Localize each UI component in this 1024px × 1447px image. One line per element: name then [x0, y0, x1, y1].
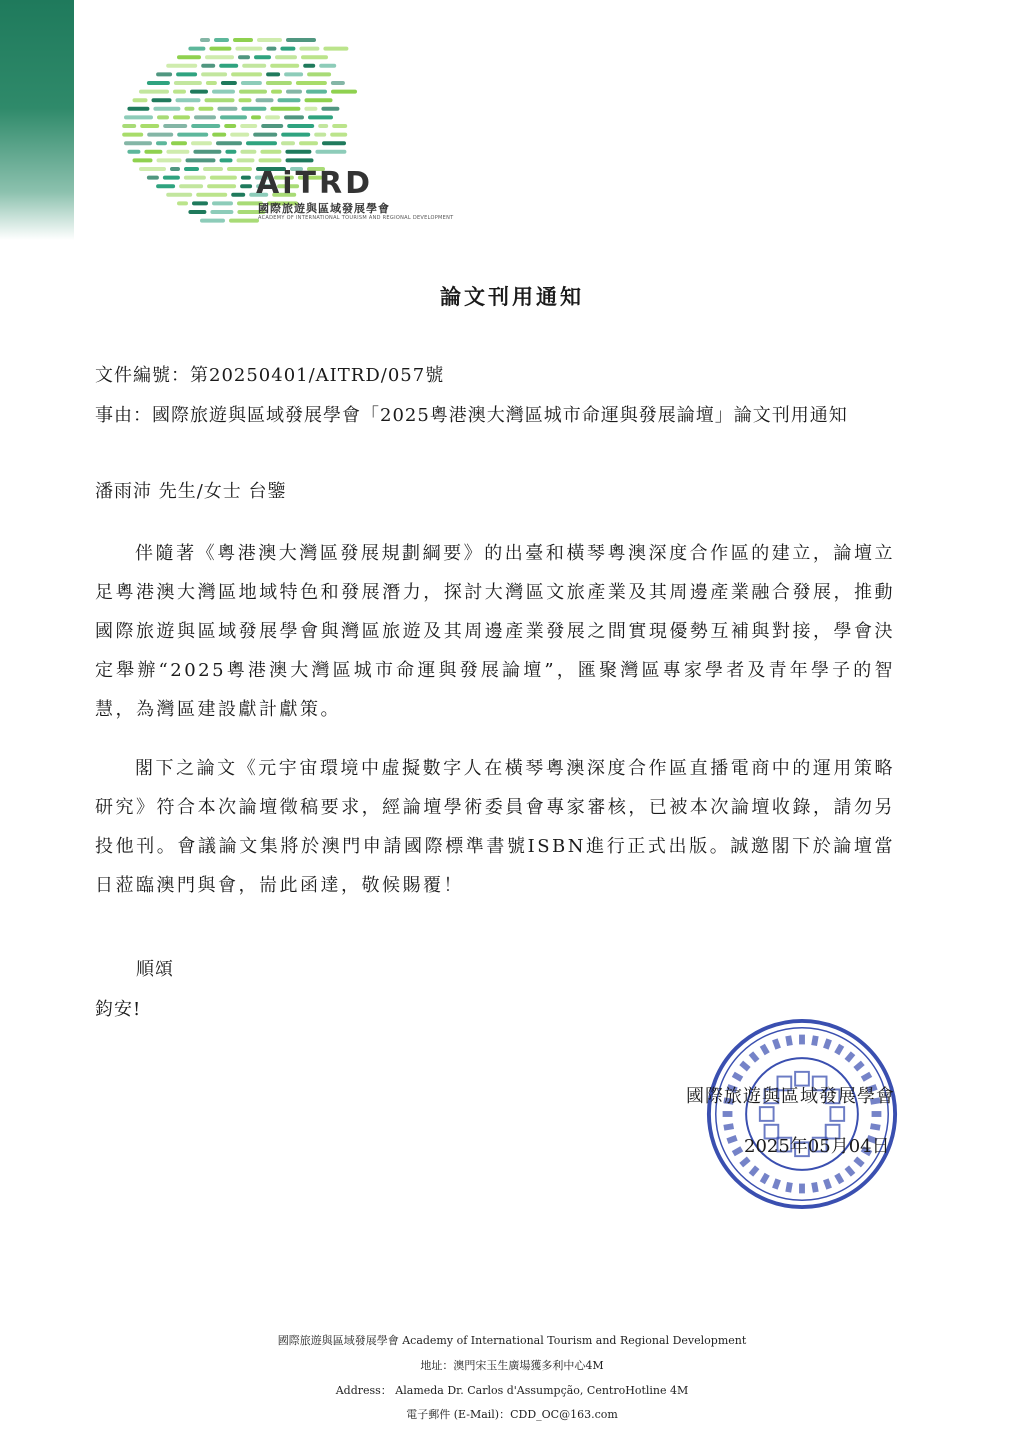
- seal-glyph-mark: [845, 1165, 856, 1176]
- logo-stripe: [177, 133, 208, 137]
- logo-stripe: [217, 107, 237, 111]
- logo-stripe: [200, 38, 210, 42]
- logo-stripe: [275, 55, 297, 59]
- logo-stripe: [173, 90, 186, 94]
- seal-glyph-mark: [739, 1157, 750, 1168]
- seal-glyph-mark: [772, 1038, 781, 1049]
- logo-stripe: [124, 141, 152, 145]
- seal-glyph-mark: [739, 1061, 750, 1072]
- logo-stripe: [166, 150, 189, 154]
- logo-stripe: [219, 64, 238, 68]
- logo-stripe: [221, 81, 237, 85]
- logo-stripe: [322, 141, 346, 145]
- logo-stripe: [163, 124, 187, 128]
- logo-stripe: [157, 158, 182, 162]
- logo-stripe: [238, 55, 250, 59]
- logo-stripe: [278, 98, 301, 102]
- logo-stripe: [124, 115, 153, 119]
- body-paragraph-2: 閣下之論文《元宇宙環境中虛擬數字人在橫琴粵澳深度合作區直播電商中的運用策略研究》符合本次論壇徵稿要求，經論壇學術委員會專家審核，已被本次論壇收錄，請勿另投他刊。會議論文集將於澳門申請國際標準書號ISBN進行正式出版。誠邀閣下於論壇當日蒞臨澳門與會，耑此函達，敬候賜覆！: [95, 758, 895, 896]
- seal-glyph-mark: [749, 1051, 760, 1062]
- logo-stripe: [314, 133, 326, 137]
- corner-band: [0, 0, 74, 240]
- logo-stripe: [331, 81, 345, 85]
- logo-stripe: [147, 81, 170, 85]
- logo-stripe: [261, 124, 283, 128]
- logo-stripe: [133, 98, 148, 102]
- closing-greeting: 順頌: [136, 959, 174, 980]
- logo-stripe: [179, 184, 203, 188]
- seal-glyph-mark: [723, 1111, 733, 1117]
- logo-stripe: [212, 133, 226, 137]
- logo-stripe: [144, 150, 162, 154]
- logo-stripe: [286, 158, 314, 162]
- logo-stripe: [153, 107, 180, 111]
- logo-stripe: [177, 201, 188, 205]
- logo-name-en: ACADEMY OF INTERNATIONAL TOURISM AND REGIONAL DEVELOPMENT: [258, 215, 454, 221]
- logo-stripe: [205, 98, 235, 102]
- seal-glyph-mark: [834, 1173, 844, 1184]
- seal-glyph-mark: [853, 1157, 864, 1168]
- logo-stripe: [173, 115, 190, 119]
- logo-stripe: [331, 90, 357, 94]
- logo-stripe: [184, 107, 194, 111]
- seal-glyph-mark: [785, 1182, 792, 1193]
- logo-stripe: [239, 90, 267, 94]
- seal-glyph-mark: [726, 1135, 737, 1144]
- logo-stripe: [206, 81, 217, 85]
- logo-stripe: [270, 64, 299, 68]
- logo-stripe: [170, 167, 180, 171]
- logo-stripe: [188, 210, 206, 214]
- logo-stripe: [296, 81, 327, 85]
- logo-stripe: [239, 98, 252, 102]
- logo-stripe: [190, 90, 208, 94]
- logo-stripe: [318, 124, 328, 128]
- footer-address-en: Address： Alameda Dr. Carlos d'Assumpção, CentroHotline 4M: [335, 1384, 689, 1397]
- logo-stripe: [194, 115, 216, 119]
- logo-stripe: [207, 184, 236, 188]
- logo-stripe: [303, 64, 315, 68]
- seal-inner-mark: [760, 1107, 774, 1121]
- logo-stripe: [284, 115, 304, 119]
- logo-stripe: [259, 158, 282, 162]
- logo-stripe: [231, 72, 262, 76]
- seal-glyph-mark: [760, 1173, 770, 1184]
- body-paragraph-1: 伴隨著《粵港澳大灣區發展規劃綱要》的出臺和橫琴粵澳深度合作區的建立，論壇立足粵港澳大灣區地域特色和發展潛力，探討大灣區文旅產業及其周邊產業融合發展，推動國際旅遊與區域發展學會與灣區旅遊及其周邊產業發展之間實現優勢互補與對接，學會決定舉辦“2025粵港澳大灣區城市命運與發展論壇”，匯聚灣區專家學者及青年學子的智慧，為灣區建設獻計獻策。: [95, 543, 895, 720]
- logo-stripe: [220, 115, 247, 119]
- logo-stripe: [286, 90, 302, 94]
- logo-stripe: [231, 193, 245, 197]
- logo-stripe: [287, 124, 314, 128]
- logo-stripe: [214, 38, 229, 42]
- logo-stripe: [241, 107, 266, 111]
- logo-stripe: [299, 141, 318, 145]
- logo-stripe: [156, 184, 175, 188]
- logo-stripe: [176, 72, 197, 76]
- logo-stripe: [299, 47, 319, 51]
- logo-stripe: [147, 133, 173, 137]
- logo-stripe: [212, 201, 233, 205]
- logo-stripe: [230, 133, 249, 137]
- seal-glyph-mark: [811, 1182, 818, 1193]
- logo-stripe: [225, 150, 236, 154]
- logo-stripe: [127, 107, 149, 111]
- official-seal-icon: [704, 1016, 900, 1212]
- logo-stripe: [270, 107, 300, 111]
- logo-stripe: [319, 64, 336, 68]
- logo-stripe: [184, 176, 206, 180]
- logo-stripe: [257, 38, 282, 42]
- signature-organization: 國際旅遊與區域發展學會: [686, 1086, 895, 1107]
- subject-line: 事由：國際旅遊與區域發展學會「2025粵港澳大灣區城市命運與發展論壇」論文刊用通知: [95, 405, 848, 426]
- closing-wish: 鈞安!: [95, 999, 142, 1020]
- logo-stripe: [191, 124, 220, 128]
- logo-stripe: [140, 124, 159, 128]
- logo-stripe: [330, 133, 347, 137]
- seal-glyph-mark: [799, 1184, 805, 1194]
- logo-stripe: [171, 141, 187, 145]
- logo-stripe: [332, 124, 347, 128]
- seal-glyph-mark: [811, 1035, 818, 1046]
- logo-stripe: [235, 47, 262, 51]
- logo-stripe: [254, 55, 271, 59]
- logo-stripe: [242, 64, 266, 68]
- logo-stripe: [193, 150, 221, 154]
- logo-stripe: [271, 90, 282, 94]
- logo-stripe: [306, 90, 327, 94]
- logo-stripe: [201, 72, 227, 76]
- logo-stripe: [281, 133, 310, 137]
- logo-stripe: [266, 81, 292, 85]
- logo-stripe: [241, 176, 251, 180]
- seal-glyph-mark: [799, 1035, 805, 1045]
- footer-email: 電子郵件 (E-Mail)：CDD_OC@163.com: [406, 1408, 618, 1421]
- seal-glyph-mark: [872, 1111, 882, 1117]
- logo-stripe: [256, 98, 274, 102]
- logo-stripe: [323, 47, 348, 51]
- logo-stripe: [266, 72, 280, 76]
- logo-stripe: [251, 115, 261, 119]
- logo-stripe: [315, 150, 346, 154]
- logo-stripe: [280, 47, 295, 51]
- logo-stripe: [203, 167, 223, 171]
- document-number: 文件編號：第20250401/AITRD/057號: [95, 365, 445, 386]
- document-title: 論文刊用通知: [440, 284, 584, 309]
- logo-stripe: [188, 47, 205, 51]
- logo-stripe: [305, 98, 333, 102]
- logo-stripe: [281, 141, 295, 145]
- seal-glyph-mark: [732, 1146, 743, 1156]
- logo-stripe: [174, 81, 202, 85]
- seal-glyph-mark: [732, 1072, 743, 1082]
- logo-stripe: [210, 210, 233, 214]
- logo-stripe: [156, 141, 167, 145]
- logo-stripe: [122, 124, 136, 128]
- logo-stripe: [266, 47, 276, 51]
- logo-stripe: [286, 38, 316, 42]
- logo-stripe: [224, 124, 236, 128]
- seal-glyph-mark: [861, 1072, 872, 1082]
- logo-stripe: [233, 38, 253, 42]
- seal-glyph-mark: [823, 1178, 832, 1189]
- logo-stripe: [308, 115, 333, 119]
- logo-stripe: [304, 107, 317, 111]
- seal-glyph-mark: [870, 1123, 881, 1130]
- logo-stripe: [186, 158, 216, 162]
- seal-glyph-mark: [749, 1165, 760, 1176]
- logo-stripe: [241, 81, 262, 85]
- logo-stripe: [301, 55, 328, 59]
- seal-inner-mark: [830, 1107, 844, 1121]
- logo-stripe: [122, 133, 143, 137]
- seal-glyph-mark: [785, 1035, 792, 1046]
- logo-stripe: [163, 176, 180, 180]
- logo-stripe: [166, 64, 197, 68]
- logo-stripe: [284, 72, 303, 76]
- logo-stripe: [176, 98, 201, 102]
- logo-stripe: [209, 47, 231, 51]
- logo-stripe: [201, 64, 215, 68]
- logo-stripe: [157, 115, 169, 119]
- logo-wordmark: AiTRD: [256, 166, 373, 201]
- logo-stripe: [216, 141, 242, 145]
- signature-date: 2025年05月04日: [744, 1136, 890, 1157]
- salutation: 潘雨沛 先生/女士 台鑒: [95, 481, 287, 502]
- logo-stripe: [200, 219, 225, 223]
- logo-stripe: [260, 150, 281, 154]
- logo-stripe: [212, 90, 235, 94]
- logo-stripe: [127, 150, 140, 154]
- logo-stripe: [177, 55, 201, 59]
- logo-stripe: [265, 115, 280, 119]
- logo-stripe: [205, 55, 234, 59]
- logo-stripe: [156, 72, 172, 76]
- logo-stripe: [139, 90, 169, 94]
- logo-name-cn: 國際旅遊與區域發展學會: [258, 202, 390, 215]
- logo-stripe: [253, 133, 277, 137]
- logo-stripe: [139, 167, 166, 171]
- seal-glyph-mark: [823, 1038, 832, 1049]
- logo-stripe: [184, 167, 199, 171]
- logo-stripe: [229, 219, 259, 223]
- logo-stripe: [196, 193, 227, 197]
- seal-glyph-mark: [845, 1051, 856, 1062]
- logo-stripe: [192, 201, 208, 205]
- logo-stripe: [133, 158, 153, 162]
- logo-stripe: [152, 98, 172, 102]
- logo-stripe: [198, 107, 213, 111]
- logo-stripe: [210, 176, 237, 180]
- logo-stripe: [321, 107, 339, 111]
- logo-stripe: [166, 193, 192, 197]
- logo-stripe: [237, 158, 255, 162]
- seal-glyph-mark: [723, 1123, 734, 1130]
- seal-glyph-mark: [760, 1044, 770, 1055]
- seal-glyph-mark: [853, 1061, 864, 1072]
- logo-stripe: [227, 167, 252, 171]
- logo-stripe: [285, 150, 311, 154]
- seal-glyph-mark: [772, 1178, 781, 1189]
- logo-stripe: [240, 150, 256, 154]
- seal-glyph-mark: [834, 1044, 844, 1055]
- logo-stripe: [307, 72, 331, 76]
- logo-stripe: [220, 158, 233, 162]
- logo-stripe: [191, 141, 212, 145]
- logo-stripe: [240, 184, 252, 188]
- logo-stripe: [246, 141, 277, 145]
- logo-stripe: [147, 176, 159, 180]
- footer-organization: 國際旅遊與區域發展學會 Academy of International Tourism and Regional Development: [277, 1334, 747, 1347]
- logo-stripe: [240, 124, 257, 128]
- footer-address-cn: 地址：澳門宋玉生廣場獲多利中心4M: [420, 1359, 604, 1372]
